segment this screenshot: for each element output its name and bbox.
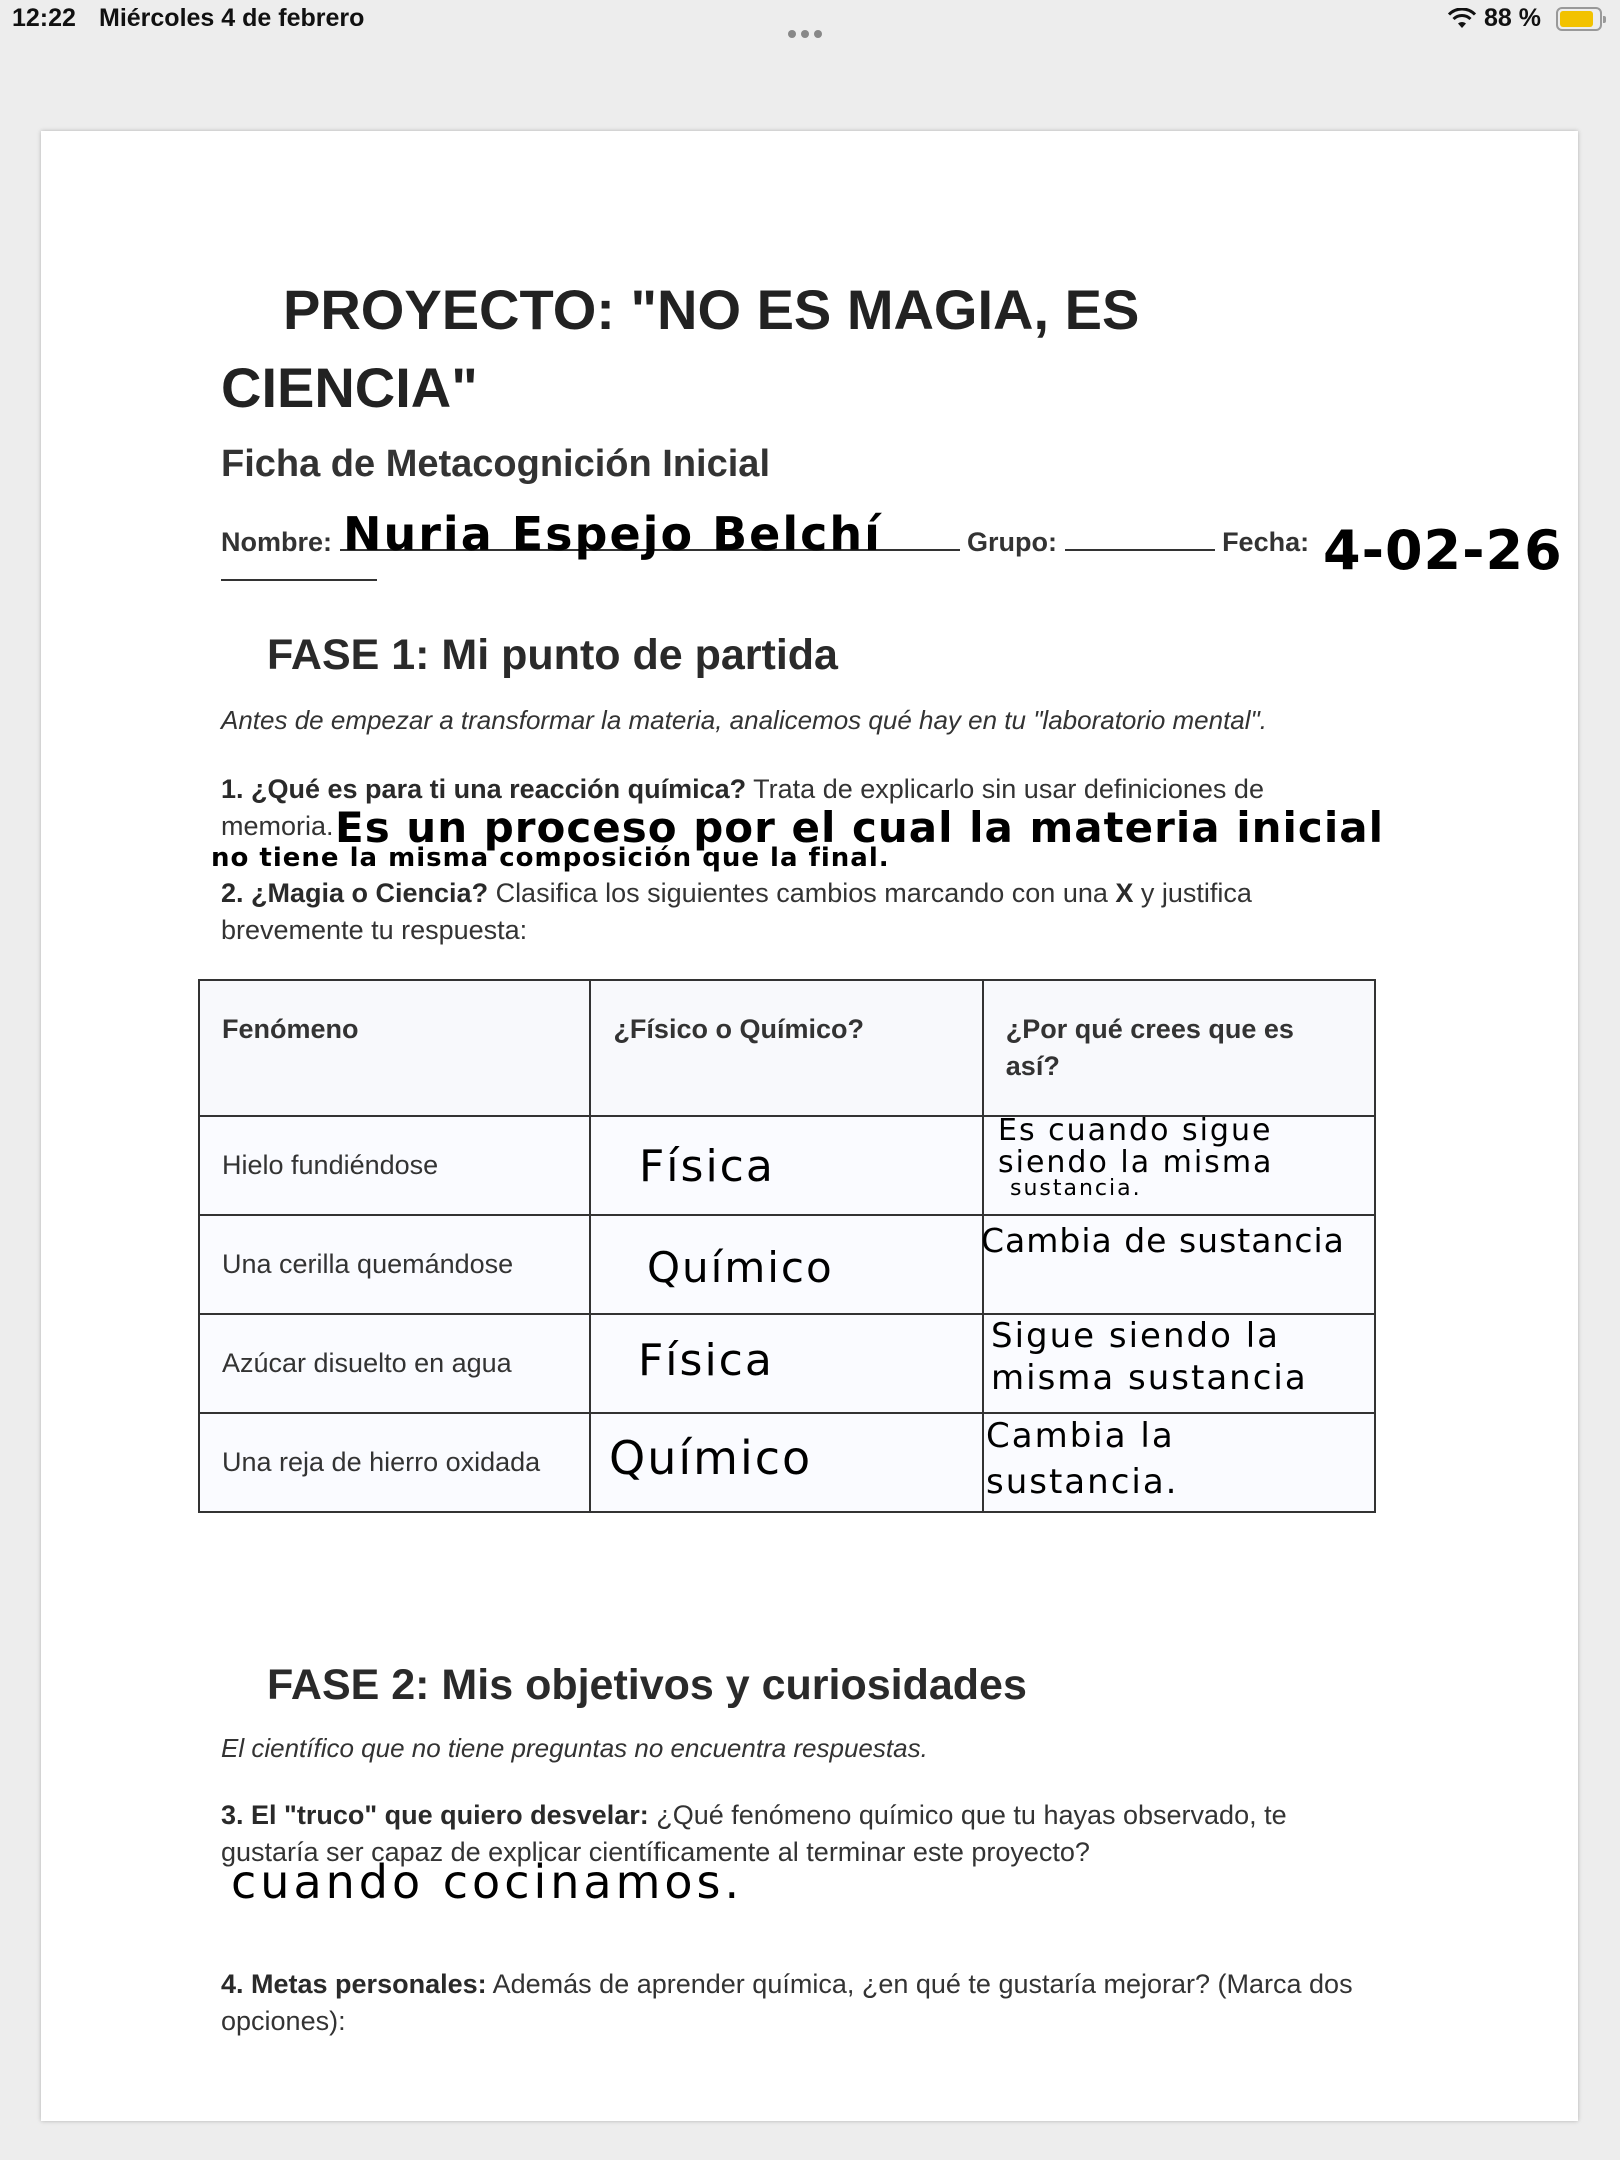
handwritten-row2-type: Químico [647, 1243, 834, 1292]
handwritten-row3-type: Física [638, 1335, 774, 1386]
phenomenon-cell: Hielo fundiéndose [199, 1116, 590, 1215]
row1-reason-line1: Es cuando sigue [998, 1113, 1273, 1148]
phase2-intro: El científico que no tiene preguntas no encuentra respuestas. [221, 1733, 928, 1763]
document-title [221, 271, 1321, 427]
phenomenon-cell: Una cerilla quemándose [199, 1215, 590, 1314]
table-header-row [199, 980, 1375, 1116]
q1-bold: 1. ¿Qué es para ti una reacción química? [221, 774, 747, 804]
handwritten-row1-type: Física [639, 1141, 775, 1192]
worksheet [41, 131, 1578, 2121]
q2-text-a: Clasifica los siguientes cambios marcando con una [488, 878, 1116, 908]
q4-text: Además de aprender química, ¿en qué te gustaría mejorar? (Marca dos opciones): [221, 1969, 1353, 2036]
q4-bold: 4. Metas personales: [221, 1969, 487, 1999]
status-bar [0, 0, 1620, 40]
date-label: Fecha: [1222, 527, 1310, 557]
row3-reason-line2: misma sustancia [991, 1358, 1308, 1398]
q1-text: Trata de explicarlo sin usar definiciones de memoria. [221, 774, 1264, 841]
q3-bold: 3. El "truco" que quiero desvelar: [221, 1800, 649, 1830]
row4-reason-line1: Cambia la [986, 1416, 1175, 1456]
row1-reason-line2: siendo la misma [998, 1145, 1274, 1180]
title-line-1: PROYECTO: "NO ES MAGIA, ES [283, 278, 1140, 341]
q2-text-b: y justifica brevemente tu respuesta: [221, 878, 1252, 945]
header-reason: ¿Por qué crees que es así? [983, 980, 1375, 1116]
handwritten-q3-answer: cuando cocinamos. [231, 1855, 744, 1909]
row4-reason-line2: sustancia. [986, 1462, 1179, 1502]
wifi-icon [1447, 8, 1477, 30]
title-line-2: CIENCIA" [221, 356, 478, 419]
handwritten-row4-reason [986, 1413, 1178, 1505]
q2-bold: 2. ¿Magia o Ciencia? [221, 878, 489, 908]
question-4 [221, 1966, 1421, 2040]
handwritten-q1-line2: no tiene la misma composición que la final. [211, 843, 890, 873]
q2-x: X [1115, 878, 1134, 908]
document-subtitle: Ficha de Metacognición Inicial [221, 443, 770, 485]
handwritten-q1-line1: Es un proceso por el cual la materia inicial [335, 803, 1384, 852]
status-date: Miércoles 4 de febrero [99, 4, 365, 32]
multitasking-dots-icon[interactable] [788, 16, 830, 24]
name-label: Nombre: [221, 527, 333, 557]
header-type: ¿Físico o Químico? [590, 980, 982, 1116]
battery-fill [1560, 11, 1593, 27]
phase1-title: FASE 1: Mi punto de partida [267, 631, 838, 679]
q3-text: ¿Qué fenómeno químico que tu hayas observado, te gustaría ser capaz de explicar científicamente al terminar este proyecto? [221, 1800, 1287, 1867]
group-label: Grupo: [967, 527, 1058, 557]
handwritten-date: 4-02-26 [1323, 519, 1563, 582]
group-blank[interactable] [1065, 527, 1215, 551]
phenomenon-cell: Azúcar disuelto en agua [199, 1314, 590, 1413]
document-page[interactable] [41, 131, 1578, 2121]
status-time: 12:22 [12, 4, 76, 32]
question-2 [221, 875, 1321, 949]
handwritten-row4-type: Químico [609, 1431, 813, 1485]
handwritten-row3-reason [991, 1315, 1308, 1399]
phase1-intro: Antes de empezar a transformar la materia, analicemos qué hay en tu "laboratorio mental". [221, 705, 1267, 735]
battery-icon [1556, 7, 1602, 31]
battery-percent: 88 % [1484, 4, 1541, 32]
handwritten-name: Nuria Espejo Belchí [343, 507, 882, 561]
handwritten-row2-reason: Cambia de sustancia [981, 1221, 1345, 1260]
phase2-title: FASE 2: Mis objetivos y curiosidades [267, 1661, 1027, 1709]
header-phenomenon: Fenómeno [199, 980, 590, 1116]
row1-reason-line3: sustancia. [1010, 1176, 1142, 1201]
phenomenon-cell: Una reja de hierro oxidada [199, 1413, 590, 1512]
date-blank[interactable] [221, 579, 377, 581]
row3-reason-line1: Sigue siendo la [991, 1316, 1280, 1356]
handwritten-row1-reason [998, 1115, 1273, 1199]
